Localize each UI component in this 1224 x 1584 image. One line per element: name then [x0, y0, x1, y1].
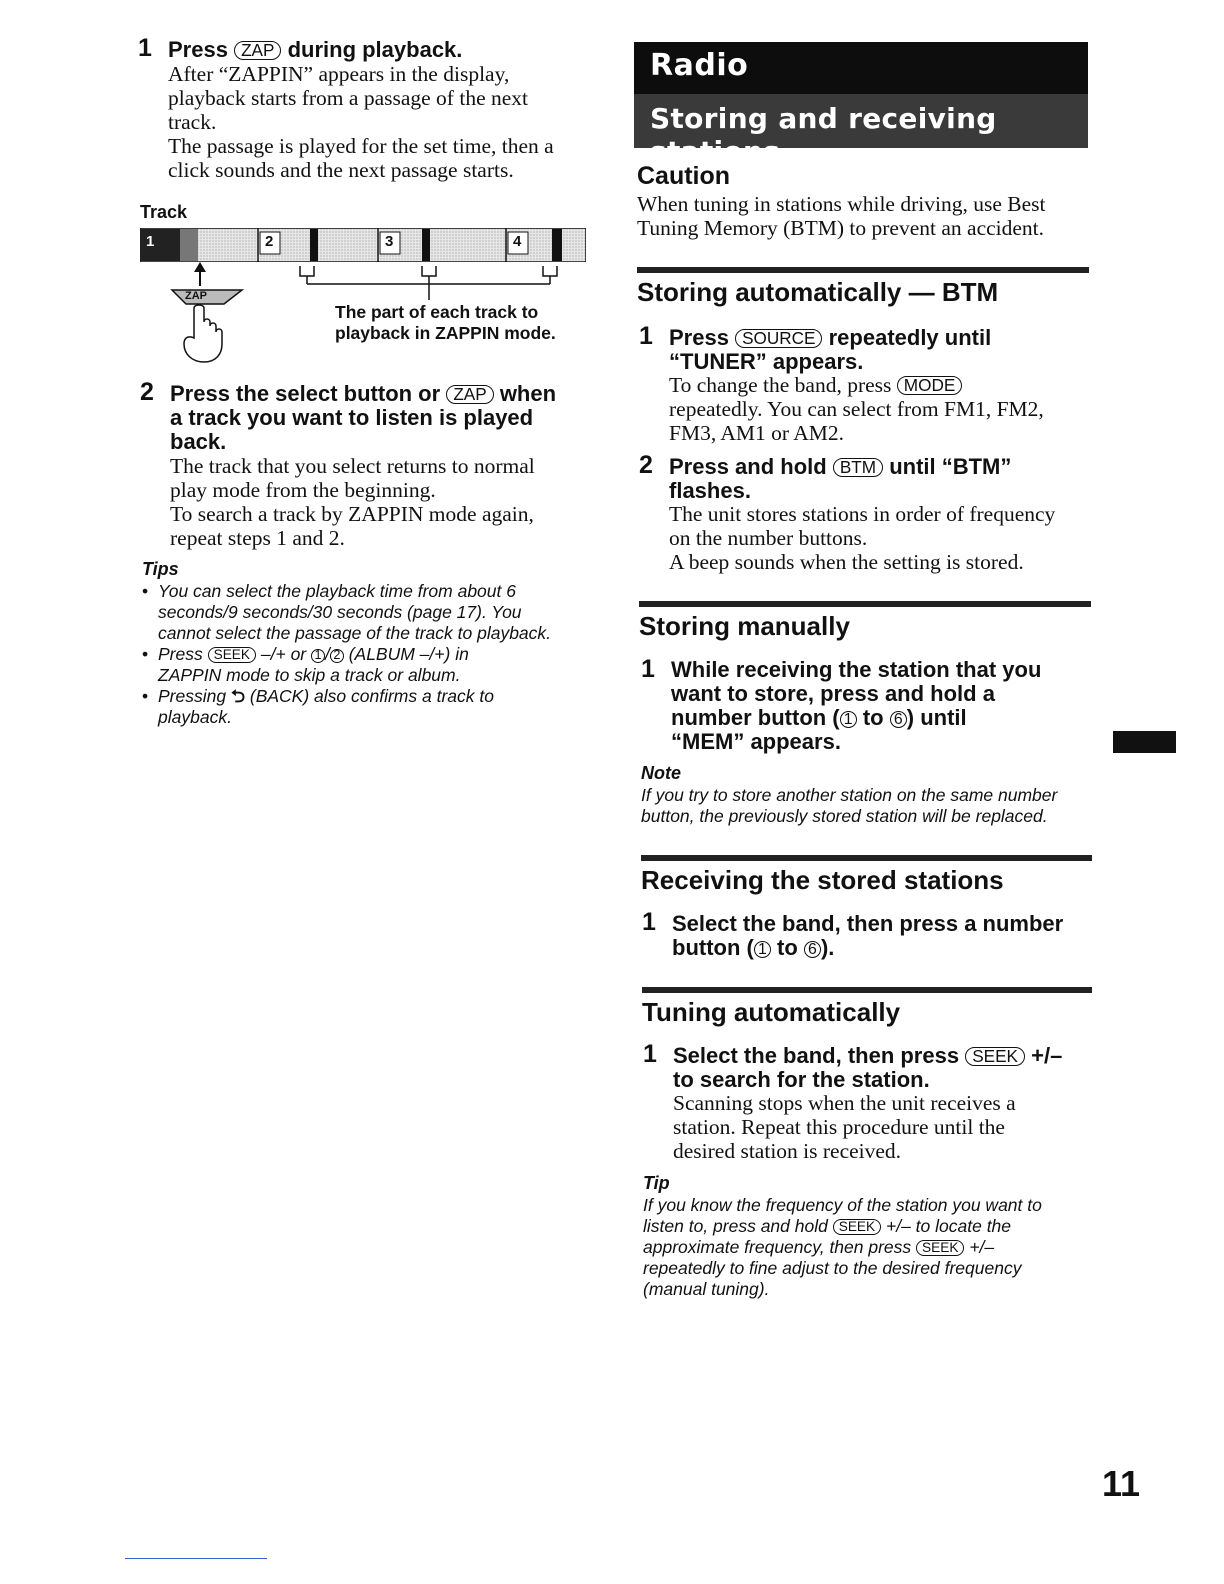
- body-line: Scanning stops when the unit receives a: [673, 1091, 1016, 1115]
- note-label: Note: [641, 763, 681, 783]
- step-heading: [170, 382, 600, 454]
- body-line: To search a track by ZAPPIN mode again,: [170, 502, 534, 526]
- body-line: The passage is played for the set time, then a: [168, 134, 554, 158]
- tip-line: [643, 1237, 1113, 1258]
- back-arrow-icon: ⮌: [230, 686, 245, 706]
- heading-line: back.: [170, 429, 227, 454]
- tip-item: [142, 686, 602, 728]
- body-line: A beep sounds when the setting is stored.: [669, 550, 1024, 574]
- segment-label: 1: [146, 233, 155, 250]
- number-1-button-icon: 1: [840, 711, 857, 728]
- tip-text: (BACK) also confirms a track to: [249, 686, 494, 706]
- step-number: 1: [643, 1040, 657, 1068]
- body-line: Tuning Memory (BTM) to prevent an accident.: [637, 216, 1045, 240]
- body-line: play mode from the beginning.: [170, 478, 436, 502]
- tip-line: You can select the playback time from about 6: [158, 581, 516, 601]
- segment-label: 2: [265, 233, 274, 250]
- tip-line: cannot select the passage of the track to playback.: [158, 623, 552, 643]
- heading-line: [170, 382, 600, 406]
- section-title: Storing manually: [639, 611, 850, 641]
- step-heading: [168, 38, 462, 62]
- step-number: 2: [140, 378, 154, 406]
- body-line: repeat steps 1 and 2.: [170, 526, 345, 550]
- body-line: station. Repeat this procedure until the: [673, 1115, 1005, 1139]
- section-divider: [637, 267, 1089, 273]
- tip-line: playback.: [158, 707, 232, 727]
- tip-line: [158, 686, 602, 707]
- step-body: [669, 502, 1099, 574]
- heading-text: Press and hold: [669, 454, 827, 479]
- body-line: The unit stores stations in order of frequency: [669, 502, 1056, 526]
- heading-line: While receiving the station that you: [671, 657, 1042, 682]
- note-body: [641, 785, 1111, 827]
- tip-text: approximate frequency, then press: [643, 1237, 912, 1257]
- seek-button-icon: SEEK: [833, 1219, 881, 1235]
- caption-line: The part of each track to: [335, 302, 539, 322]
- body-line: click sounds and the next passage starts.: [168, 158, 514, 182]
- tip-line: (manual tuning).: [643, 1279, 770, 1299]
- track-diagram: [140, 228, 586, 262]
- heading-text: ).: [820, 935, 835, 960]
- header-subtitle: Storing and receiving stations: [650, 102, 997, 168]
- heading-text: Select the band, then press: [673, 1043, 960, 1068]
- heading-text: Press the select button or: [170, 381, 441, 406]
- heading-text: when: [499, 381, 557, 406]
- number-1-button-icon: 1: [754, 941, 771, 958]
- body-text: To change the band, press: [669, 373, 892, 397]
- tips-label: Tips: [142, 559, 179, 579]
- heading-line: to search for the station.: [673, 1067, 930, 1092]
- step-body: [168, 62, 598, 182]
- body-line: playback starts from a passage of the next: [168, 86, 528, 110]
- step-number: 1: [138, 34, 152, 62]
- heading-text: to: [777, 935, 798, 960]
- heading-text: button (: [672, 935, 754, 960]
- zap-label: ZAP: [185, 290, 207, 302]
- step-number: 1: [642, 908, 656, 936]
- body-line: After “ZAPPIN” appears in the display,: [168, 62, 510, 86]
- bullet: •: [142, 686, 149, 706]
- tip-line: seconds/9 seconds/30 seconds (page 17). You: [158, 602, 522, 622]
- number-6-button-icon: 6: [890, 711, 907, 728]
- step-heading-text: during playback.: [287, 37, 463, 62]
- header-title: Radio: [650, 48, 749, 83]
- heading-text: Press: [669, 325, 729, 350]
- btm-button-icon: BTM: [833, 458, 883, 477]
- tip-label: Tip: [643, 1173, 670, 1193]
- step-heading: [671, 658, 1101, 754]
- step-heading: [673, 1044, 1103, 1092]
- mode-button-icon: MODE: [897, 376, 963, 395]
- header-subtitle-band: [634, 94, 1088, 168]
- tip-line: ZAPPIN mode to skip a track or album.: [158, 665, 461, 685]
- heading-text: repeatedly until: [828, 325, 992, 350]
- number-6-button-icon: 6: [804, 941, 821, 958]
- heading-line: Select the band, then press a number: [672, 911, 1064, 936]
- caution-title: Caution: [637, 162, 731, 190]
- section-title: Receiving the stored stations: [641, 865, 1004, 895]
- body-line: desired station is received.: [673, 1139, 902, 1163]
- tip-text: (ALBUM –/+) in: [348, 644, 469, 664]
- tip-line: [643, 1216, 1113, 1237]
- track-label: Track: [140, 202, 188, 222]
- step-body: [669, 373, 1099, 445]
- step-heading-text: Press: [168, 37, 228, 62]
- bullet: •: [142, 644, 149, 664]
- heading-line: want to store, press and hold a: [671, 681, 995, 706]
- source-button-icon: SOURCE: [735, 329, 822, 348]
- step-number: 1: [641, 655, 655, 683]
- number-2-button-icon: 2: [330, 649, 344, 663]
- tip-text: listen to, press and hold: [643, 1216, 828, 1236]
- heading-line: [669, 326, 1099, 350]
- seek-button-icon: SEEK: [208, 647, 256, 663]
- section-divider: [642, 987, 1092, 993]
- seek-button-icon: SEEK: [965, 1047, 1025, 1066]
- step-heading: [669, 326, 1099, 374]
- heading-line: a track you want to listen is played: [170, 405, 534, 430]
- heading-line: [673, 1044, 1103, 1068]
- body-line: repeatedly. You can select from FM1, FM2,: [669, 397, 1044, 421]
- section-divider: [639, 601, 1091, 607]
- heading-text: to: [862, 705, 884, 730]
- body-line: When tuning in stations while driving, use Best: [637, 192, 1046, 216]
- step-heading: [672, 912, 1102, 960]
- tip-text: +/– to locate the: [886, 1216, 1012, 1236]
- bullet: •: [142, 581, 149, 601]
- zap-button-icon: ZAP: [446, 385, 493, 404]
- tip-item: [142, 581, 602, 644]
- tip-text: Pressing: [158, 686, 227, 706]
- seek-button-icon: SEEK: [916, 1240, 964, 1256]
- zap-button-icon: ZAP: [234, 41, 281, 60]
- section-divider: [641, 855, 1092, 861]
- note-line: If you try to store another station on the same number: [641, 785, 1058, 805]
- tip-body: [643, 1195, 1113, 1300]
- heading-line: flashes.: [669, 478, 751, 503]
- footer-line: [125, 1558, 267, 1559]
- page-number: 11: [1102, 1463, 1141, 1504]
- heading-line: “TUNER” appears.: [669, 349, 864, 374]
- tip-item: [142, 644, 602, 686]
- tip-text: –/+ or: [260, 644, 307, 664]
- side-tab-marker: [1113, 731, 1176, 753]
- step-heading: [669, 455, 1099, 503]
- figure-caption: [335, 302, 556, 344]
- heading-text: number button (: [671, 705, 840, 730]
- heading-text: +/–: [1031, 1043, 1063, 1068]
- tip-text: Press: [158, 644, 203, 664]
- caution-body: [637, 192, 1097, 240]
- number-1-button-icon: 1: [311, 649, 325, 663]
- step-body: [170, 454, 600, 550]
- step-body: [673, 1091, 1103, 1163]
- step-number: 2: [639, 451, 653, 479]
- heading-text: ) until: [906, 705, 967, 730]
- section-title: Storing automatically — BTM: [637, 277, 999, 307]
- body-line: track.: [168, 110, 217, 134]
- heading-text: until “BTM”: [889, 454, 1012, 479]
- caption-line: playback in ZAPPIN mode.: [335, 323, 556, 343]
- body-line: FM3, AM1 or AM2.: [669, 421, 845, 445]
- segment-label: 3: [385, 233, 394, 250]
- tip-text: +/–: [969, 1237, 995, 1257]
- section-title: Tuning automatically: [642, 997, 901, 1027]
- heading-line: [669, 455, 1099, 479]
- note-line: button, the previously stored station will be replaced.: [641, 806, 1048, 826]
- body-line: [669, 373, 1099, 397]
- tips-list: [142, 581, 602, 728]
- body-line: on the number buttons.: [669, 526, 868, 550]
- step-number: 1: [639, 322, 653, 350]
- heading-line: “MEM” appears.: [671, 729, 841, 754]
- body-line: The track that you select returns to normal: [170, 454, 535, 478]
- heading-line: [672, 936, 1102, 960]
- section-header: [634, 42, 1088, 168]
- tip-line: Press SEEK –/+ or 1 / 2 (ALBUM –/+) in: [158, 644, 469, 664]
- tip-line: If you know the frequency of the station you want to: [643, 1195, 1042, 1215]
- heading-line: [671, 706, 1101, 730]
- tip-line: repeatedly to fine adjust to the desired frequency: [643, 1258, 1022, 1278]
- segment-label: 4: [513, 233, 522, 250]
